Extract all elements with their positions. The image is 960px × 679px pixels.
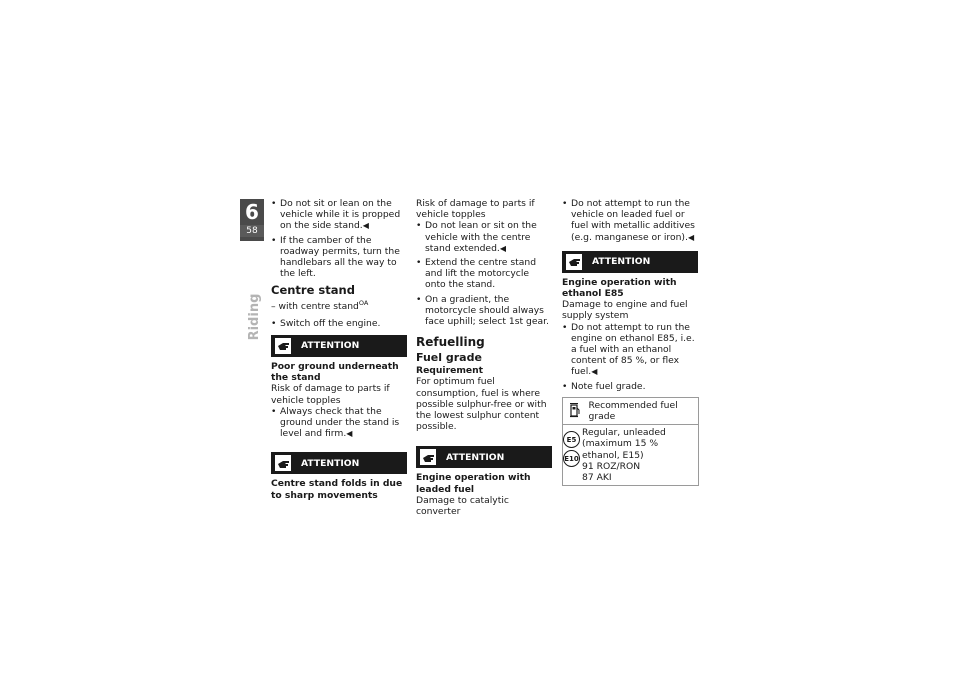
running-head: Riding: [247, 293, 262, 341]
attention-bar: [271, 452, 407, 474]
attention-bar: [416, 446, 552, 468]
end-mark: ◀: [362, 221, 369, 231]
subsection-heading-fuel-grade: Fuel grade: [416, 351, 482, 365]
list-item: • Do not sit or lean on the vehicle while it is propped on the side stand.◀: [271, 198, 407, 232]
list-item: • Extend the centre stand and lift the motorcycle onto the stand.: [416, 257, 552, 291]
e5-badge-icon: E5: [563, 431, 580, 448]
attention-title: Poor ground underneath the stand: [271, 360, 399, 384]
fuel-pump-icon: [563, 398, 587, 424]
fuel-grade-values: Regular, unleaded (maximum 15 % ethanol, E15) 91 ROZ/RON 87 AKI: [582, 427, 666, 484]
section-heading-centre-stand: Centre stand: [271, 283, 355, 298]
attention-label: ATTENTION: [592, 256, 651, 268]
column-1: [271, 198, 407, 501]
table-row: [563, 398, 698, 424]
end-mark: ◀: [499, 243, 506, 253]
bullet-list: [562, 322, 698, 392]
section-heading-refuelling: Refuelling: [416, 335, 485, 350]
end-mark: ◀: [591, 367, 598, 377]
list-item: • Always check that the ground under the stand is level and firm.◀: [271, 406, 407, 440]
end-mark: ◀: [346, 429, 353, 439]
list-item: • If the camber of the roadway permits, turn the handlebars all the way to the left.: [271, 235, 407, 280]
option-line: – with centre stand$^{OA}$: [271, 299, 369, 313]
attention-title: Engine operation with ethanol E85: [562, 276, 677, 300]
attention-risk: Risk of damage to parts if vehicle topples: [271, 383, 390, 406]
chapter-tab: [240, 199, 264, 241]
attention-bar: [271, 335, 407, 357]
warning-hand-icon: [275, 338, 291, 354]
warning-hand-icon: [420, 449, 436, 465]
end-mark: ◀: [687, 232, 695, 242]
list-item: • Note fuel grade.: [562, 381, 698, 392]
warning-hand-icon: [566, 254, 582, 270]
warning-hand-icon: [275, 455, 291, 471]
list-item: • Do not lean or sit on the vehicle with the centre stand extended.◀: [416, 220, 552, 254]
attention-label: ATTENTION: [446, 451, 505, 463]
column-2: [416, 198, 552, 517]
attention-bar: [562, 251, 698, 273]
attention-risk: Damage to engine and fuel supply system: [562, 299, 688, 322]
attention-title: Engine operation with leaded fuel: [416, 472, 531, 495]
e10-badge-icon: E10: [563, 450, 580, 467]
bullet-list: [271, 318, 407, 329]
attention-risk: Risk of damage to parts if vehicle topples: [416, 198, 535, 221]
attention-label: ATTENTION: [301, 340, 360, 352]
bullet-list: [271, 406, 407, 440]
attention-title: Centre stand folds in due to sharp movements: [271, 478, 403, 501]
list-item: • Switch off the engine.: [271, 318, 407, 329]
fuel-recommended-label: Recommended fuel grade: [588, 399, 678, 423]
requirement-text: For optimum fuel consumption, fuel is where possible sulphur-free or with the lowest sulphur content possible.: [416, 376, 547, 433]
bullet-list: [416, 220, 552, 327]
bullet-list: [271, 198, 407, 279]
list-item: • Do not attempt to run the engine on ethanol E85, i.e. a fuel with an ethanol content of 85 %, or flex fuel.◀: [562, 322, 698, 378]
list-item: • On a gradient, the motorcycle should always face uphill; select 1st gear.: [416, 294, 552, 328]
table-row: [563, 424, 698, 485]
bullet-list: [562, 198, 698, 243]
attention-risk: Damage to catalytic converter: [416, 494, 509, 518]
column-3: [562, 198, 698, 486]
requirement-heading: Requirement: [416, 365, 484, 377]
fuel-grade-table: [562, 397, 699, 486]
attention-label: ATTENTION: [301, 457, 360, 469]
page-number: 58: [240, 225, 264, 237]
chapter-number: 6: [245, 200, 259, 224]
list-item: • Do not attempt to run the vehicle on leaded fuel or fuel with metallic additives (e.g. manganese or iron).◀: [562, 198, 698, 243]
